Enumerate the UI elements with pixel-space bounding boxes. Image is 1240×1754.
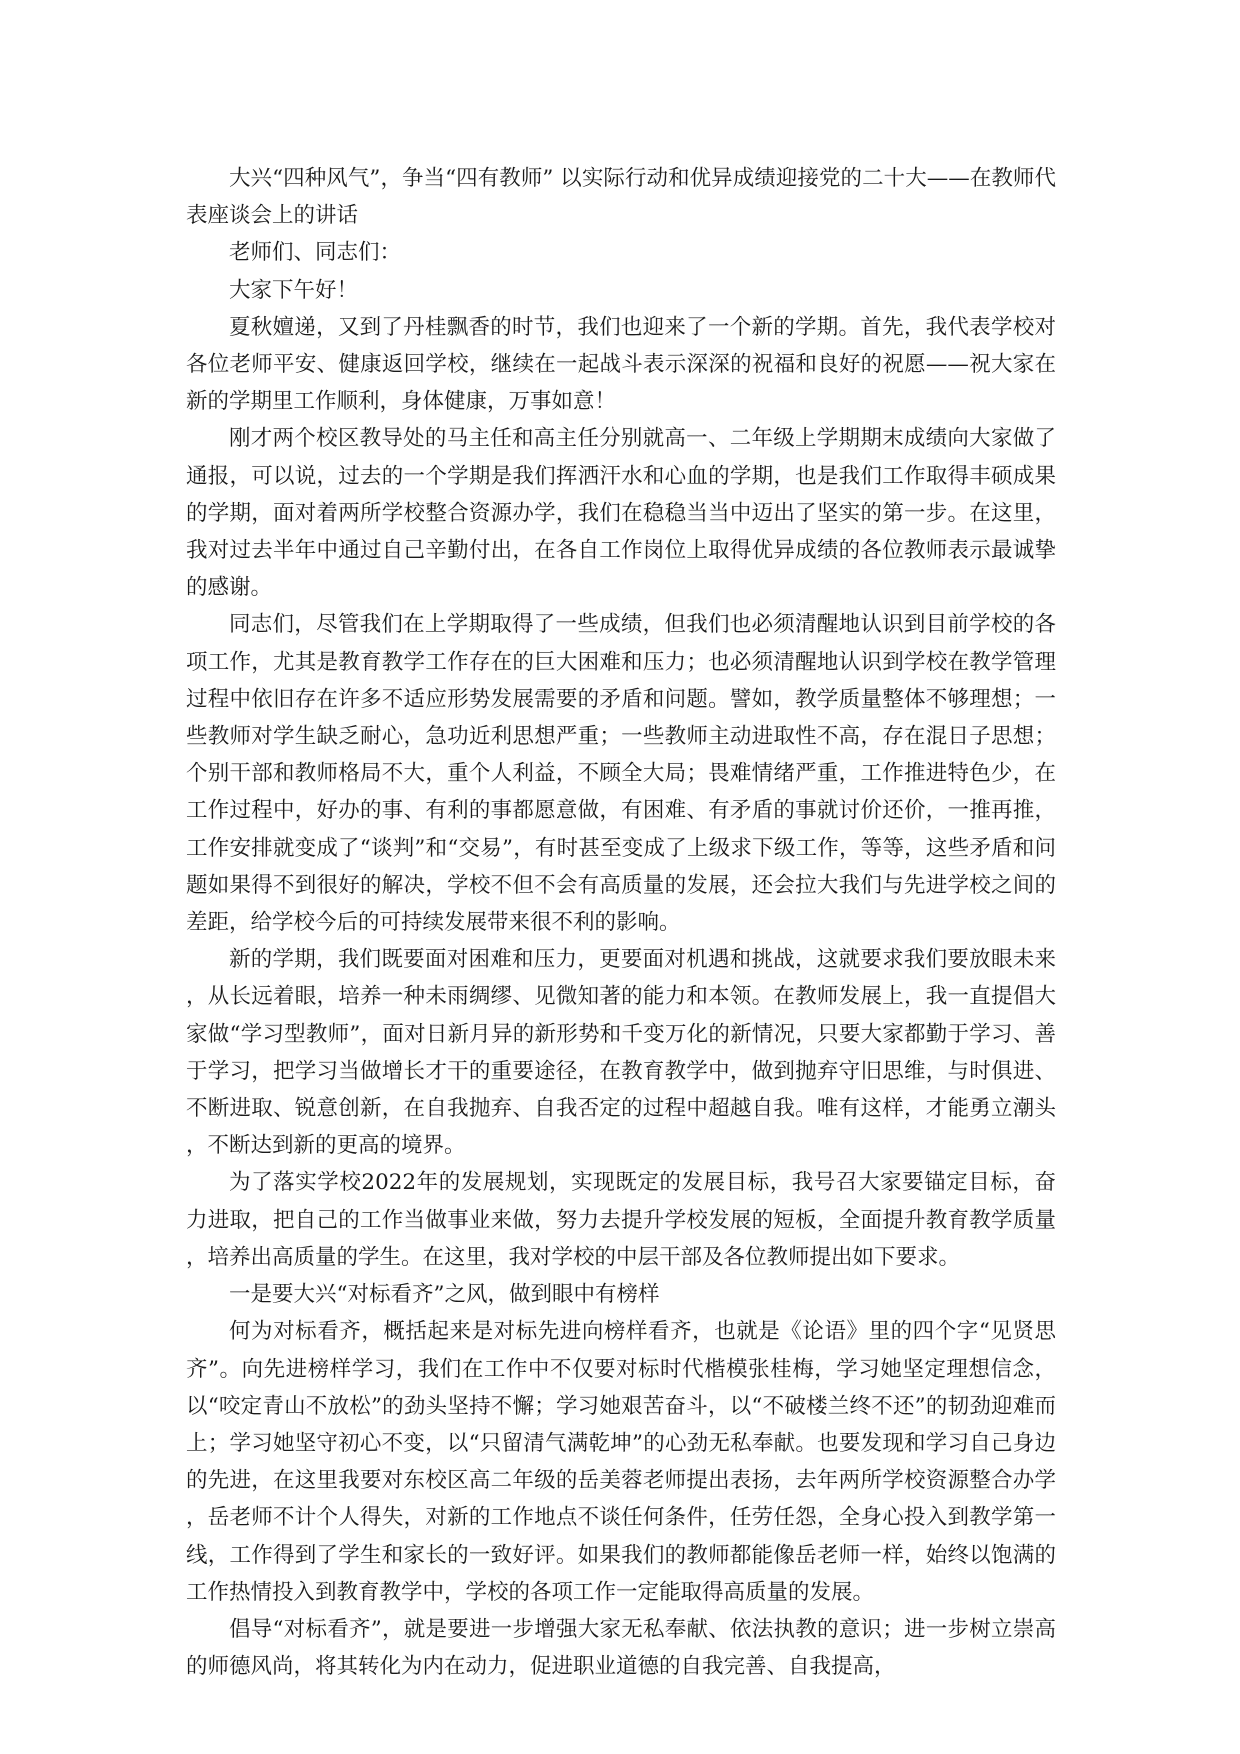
speech-title: 大兴“四种风气”，争当“四有教师” 以实际行动和优异成绩迎接党的二十大——在教师代表座谈会上的讲话 (186, 166, 1056, 229)
paragraph-advocate: 倡导“对标看齐”，就是要进一步增强大家无私奉献、依法执教的意识；进一步树立崇高的师德风尚，将其转化为内在动力，促进职业道德的自我完善、自我提高， (186, 1616, 1056, 1680)
paragraph-2022-plan: 为了落实学校2022年的发展规划，实现既定的发展目标，我号召大家要锚定目标，奋力进取，把自己的工作当做事业来做，努力去提升学校发展的短板，全面提升教育教学质量，培养出高质量的学生。在这里，我对学校的中层干部及各位教师提出如下要求。 (186, 1170, 1056, 1270)
paragraph-new-semester: 新的学期，我们既要面对困难和压力，更要面对机遇和挑战，这就要求我们要放眼未来，从长远着眼，培养一种未雨绸缪、见微知著的能力和本领。在教师发展上，我一直提倡大家做“学习型教师”，面对日新月异的新形势和千变万化的新情况，只要大家都勤于学习、善于学习，把学习当做增长才干的重要途径，在教育教学中，做到抛弃守旧思维，与时俱进、不断进取、锐意创新，在自我抛弃、自我否定的过程中超越自我。唯有这样，才能勇立潮头，不断达到新的更高的境界。 (186, 947, 1056, 1159)
speech-body (186, 160, 1056, 1685)
paragraph-role-models: 何为对标看齐，概括起来是对标先进向榜样看齐，也就是《论语》里的四个字“见贤思齐”。向先进榜样学习，我们在工作中不仅要对标时代楷模张桂梅，学习她坚定理想信念，以“咬定青山不放松”的劲头坚持不懈；学习她艰苦奋斗，以“不破楼兰终不还”的韧劲迎难而上；学习她坚守初心不变，以“只留清气满乾坤”的心劲无私奉献。也要发现和学习自己身边的先进，在这里我要对东校区高二年级的岳美蓉老师提出表扬，去年两所学校资源整合办学，岳老师不计个人得失，对新的工作地点不谈任何条件，任劳任怨，全身心投入到教学第一线，工作得到了学生和家长的一致好评。如果我们的教师都能像岳老师一样，始终以饱满的工作热情投入到教育教学中，学校的各项工作一定能取得高质量的发展。 (186, 1319, 1056, 1605)
section-heading-1: 一是要大兴“对标看齐”之风，做到眼中有榜样 (229, 1282, 660, 1308)
salutation: 老师们、同志们： (229, 240, 402, 266)
paragraph-problems: 同志们，尽管我们在上学期取得了一些成绩，但我们也必须清醒地认识到目前学校的各项工作，尤其是教育教学工作存在的巨大困难和压力；也必须清醒地认识到学校在教学管理过程中依旧存在许多不适应形势发展需要的矛盾和问题。譬如，教学质量整体不够理想；一些教师对学生缺乏耐心，急功近利思想严重；一些教师主动进取性不高，存在混日子思想；个别干部和教师格局不大，重个人利益，不顾全大局；畏难情绪严重，工作推进特色少，在工作过程中，好办的事、有利的事都愿意做，有困难、有矛盾的事就讨价还价，一推再推，工作安排就变成了“谈判”和“交易”，有时甚至变成了上级求下级工作，等等，这些矛盾和问题如果得不到很好的解决，学校不但不会有高质量的发展，还会拉大我们与先进学校之间的差距，给学校今后的可持续发展带来很不利的影响。 (186, 612, 1056, 936)
paragraph-opening-wishes: 夏秋嬗递，又到了丹桂飘香的时节，我们也迎来了一个新的学期。首先，我代表学校对各位老师平安、健康返回学校，继续在一起战斗表示深深的祝福和良好的祝愿——祝大家在新的学期里工作顺利，身体健康，万事如意！ (186, 314, 1056, 415)
paragraph-last-semester-review: 刚才两个校区教导处的马主任和高主任分别就高一、二年级上学期期末成绩向大家做了通报，可以说，过去的一个学期是我们挥洒汗水和心血的学期，也是我们工作取得丰硕成果的学期，面对着两所学校整合资源办学，我们在稳稳当当中迈出了坚实的第一步。在这里，我对过去半年中通过自己辛勤付出，在各自工作岗位上取得优异成绩的各位教师表示最诚挚的感谢。 (186, 426, 1056, 601)
greeting: 大家下午好！ (229, 277, 359, 303)
